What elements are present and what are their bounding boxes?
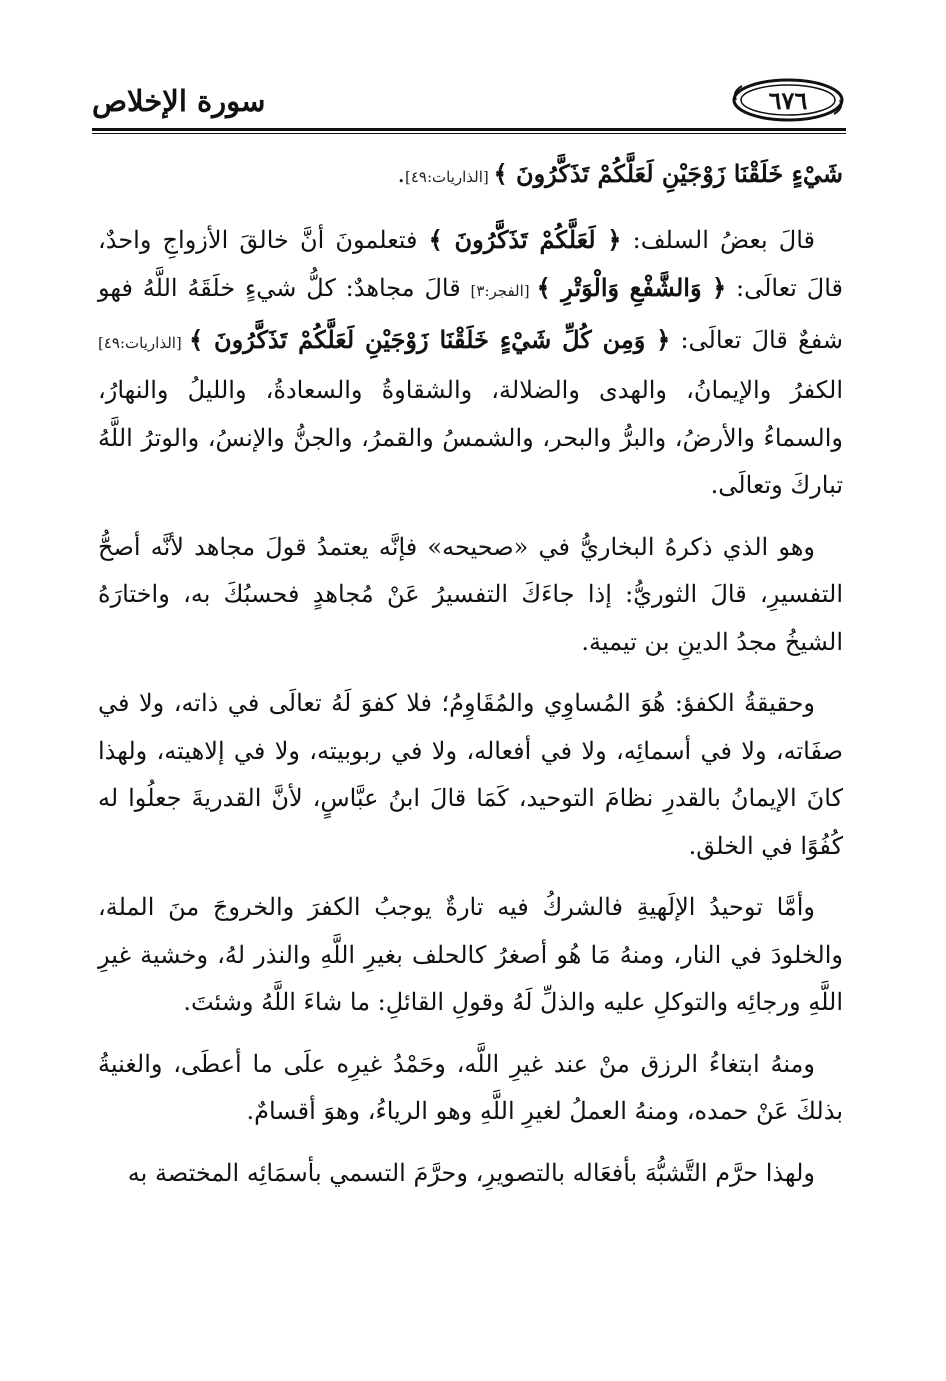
quran-verse: ﴿ وَالشَّفْعِ وَالْوَتْرِ ﴾ — [536, 273, 727, 302]
running-title: سورة الإخلاص — [92, 84, 266, 118]
page-body — [98, 150, 843, 1211]
quran-verse: ﴿ لَعَلَّكُمْ تَذَكَّرُونَ ﴾ — [428, 224, 622, 254]
verse-reference: [الذاريات:٤٩] — [98, 333, 190, 352]
paragraph-text: الكفرُ والإيمانُ، والهدى والضلالة، والشقاوةُ والسعادةُ، والليلُ والنهارُ، والسماءُ والأرضُ، والبرُّ والبحر، والشمسُ والقمرُ، والجنُّ والإنسُ، والوترُ اللَّهُ تباركَ وتعالَى. — [98, 376, 844, 499]
paragraph-text: ولهذا حرَّم التَّشبُّهَ بأفعَاله بالتصويرِ، وحرَّمَ التسمي بأسمَائِه المختصة به — [127, 1158, 815, 1187]
paragraph-text: قالَ مجاهدٌ: كلُّ شيءٍ خلَقَهُ اللَّهُ فهو شفعٌ قالَ تعالَى: — [98, 274, 844, 354]
paragraph — [98, 150, 843, 202]
paragraph-text: فتعلمونَ أنَّ خالقَ الأزواجِ واحدٌ، قالَ تعالَى: — [98, 225, 843, 302]
paragraph — [98, 1041, 843, 1136]
paragraph-text: وأمَّا توحيدُ الإلَهيةِ فالشركُ فيه تارةٌ يوجبُ الكفرَ والخروجَ منَ الملة، والخلودَ في النار، ومنهُ مَا هُو أصغرُ كالحلف بغيرِ اللَّهِ والنذر لهُ، وخشية غيرِ اللَّهِ ورجائِه والتوكلِ عليه والذلِّ لَهُ وقولِ القائلِ: ما شاءَ اللَّهُ وشئتَ. — [98, 893, 843, 1016]
header-rule — [92, 128, 846, 131]
paragraph-text: قالَ بعضُ السلف: — [621, 225, 815, 254]
verse-reference: [الذاريات:٤٩] — [404, 168, 494, 186]
paragraph-text: ومنهُ ابتغاءُ الرزق منْ عند غيرِ اللَّه، وحَمْدُ غيرِه علَى ما أعطَى، والغنيةُ بذلكَ عَنْ حمده، ومنهُ العملُ لغيرِ اللَّهِ وهو الرياءُ، وهوَ أقسامٌ. — [98, 1049, 843, 1125]
paragraph-text: وحقيقةُ الكفؤ: هُوَ المُساوِي والمُقَاوِمُ؛ فلا كفوَ لَهُ تعالَى في ذاته، ولا في صفَاته، ولا في أسمائِه، ولا في أفعاله، ولا في ربوبيته، ولا في إلاهيته، ولهذا كانَ الإيمانُ بالقدرِ نظامَ التوحيد، كَمَا قالَ ابنُ عبَّاسٍ، لأنَّ القدريةَ جعلُوا له كُفُوًا في الخلق. — [98, 689, 843, 860]
quran-verse: ﴿ وَمِن كُلِّ شَيْءٍ خَلَقْنَا زَوْجَيْنِ لَعَلَّكُمْ تَذَكَّرُونَ ﴾ — [189, 324, 671, 354]
paragraph — [98, 1150, 843, 1198]
page-number: ٦٧٦ — [768, 86, 808, 115]
paragraph — [98, 884, 843, 1027]
page-number-badge — [732, 78, 844, 122]
paragraph-text: . — [397, 160, 405, 188]
paragraph — [98, 216, 843, 510]
paragraph — [98, 680, 843, 870]
quran-verse: شَيْءٍ خَلَقْنَا زَوْجَيْنِ لَعَلَّكُمْ تَذَكَّرُونَ ﴾ — [493, 159, 843, 188]
paragraph — [98, 524, 843, 667]
header-rule-thin — [92, 133, 846, 134]
paragraph-text: وهو الذي ذكرهُ البخاريُّ في «صحيحه» فإنَّه يعتمدُ قولَ مجاهد لأنَّه أصحُّ التفسيرِ، قالَ الثوريُّ: إذا جاءَكَ التفسيرُ عَنْ مُجاهدٍ فحسبُكَ به، واختارَهُ الشيخُ مجدُ الدينِ بن تيمية. — [98, 532, 844, 656]
verse-reference: [الفجر:٣] — [470, 282, 537, 300]
